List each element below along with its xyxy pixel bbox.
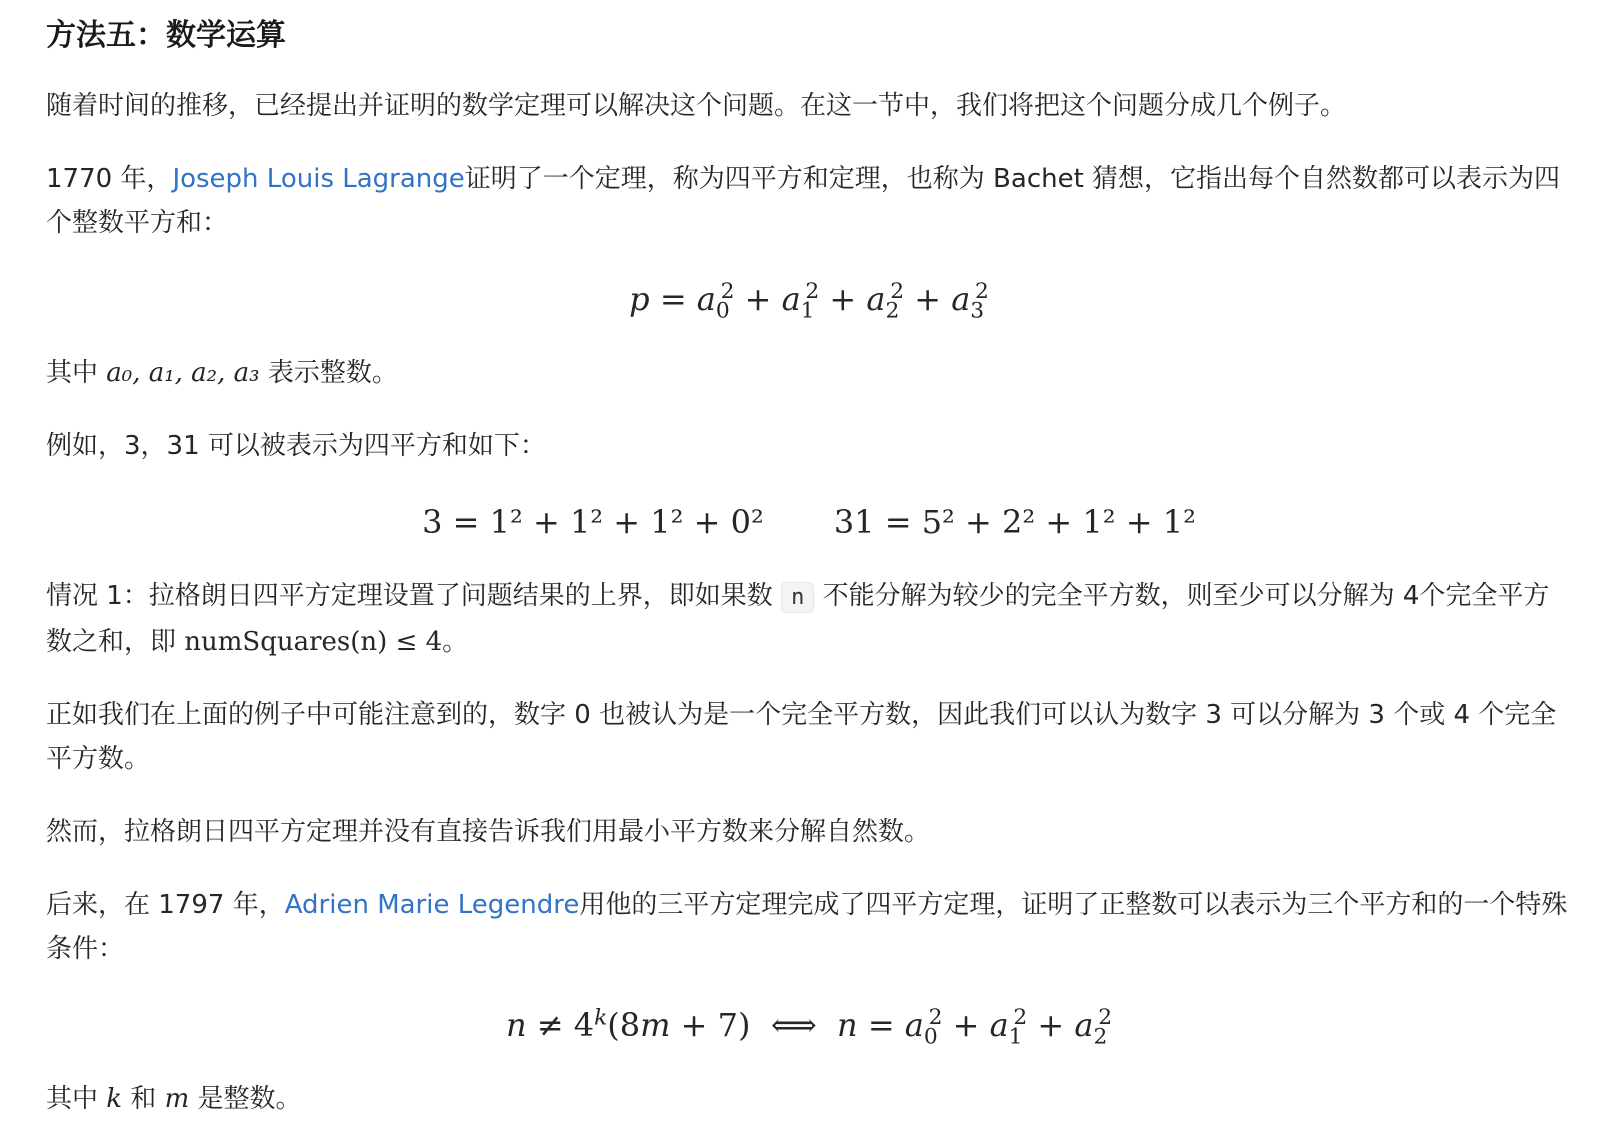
legendre-paragraph: 后来，在 1797 年，Adrien Marie Legendre用他的三平方定理完成了四平方定理，证明了正整数可以表示为三个平方和的一个特殊条件： [46,890,1568,964]
km-paragraph: 其中 k 和 m 是整数。 [46,1084,302,1114]
example-paragraph: 例如，3，31 可以被表示为四平方和如下： [46,431,546,461]
example-formulas [46,484,1572,560]
n-inline-code: n [781,582,814,613]
integers-paragraph: 其中 a₀, a₁, a₂, a₃ 表示整数。 [46,358,398,388]
intro-paragraph: 随着时间的推移，已经提出并证明的数学定理可以解决这个问题。在这一节中，我们将把这个问题分成几个例子。 [46,91,1347,121]
example-formula-31: 31 = 5² + 2² + 1² + 1² [833,503,1196,541]
case1-paragraph: 情况 1：拉格朗日四平方定理设置了问题结果的上界，即如果数 n 不能分解为较少的完全平方数，则至少可以分解为 4个完全平方数之和，即 numSquares(n) ≤ 4。 [46,581,1550,657]
four-square-formula: $p = a_0^2 + a_1^2 + a_2^2 + a_3^2$ [629,279,989,324]
numsquares-math: numSquares(n) ≤ 4 [184,627,443,657]
lagrange-paragraph: 1770 年，Joseph Louis Lagrange证明了一个定理，称为四平方和定理，也称为 Bachet 猜想，它指出每个自然数都可以表示为四个整数平方和： [46,164,1561,238]
legendre-link[interactable]: Adrien Marie Legendre [284,890,580,920]
k-math: k [106,1084,123,1114]
example-formula-3: 3 = 1² + 1² + 1² + 0² [422,503,764,541]
lagrange-link[interactable]: Joseph Louis Lagrange [172,164,465,194]
m-math: m [164,1084,190,1114]
section-title: 方法五：数学运算 [46,18,286,53]
coefficients-math: a₀, a₁, a₂, a₃ [106,358,260,388]
however-paragraph: 然而，拉格朗日四平方定理并没有直接告诉我们用最小平方数来分解自然数。 [46,817,931,847]
zero-paragraph: 正如我们在上面的例子中可能注意到的，数字 0 也被认为是一个完全平方数，因此我们可以认为数字 3 可以分解为 3 个或 4 个完全平方数。 [46,700,1557,774]
three-square-formula: $n \ne 4^k(8m + 7)$ ⟺ $n = a_0^2 + a_1^2 + a_2^2$ [505,1005,1113,1050]
